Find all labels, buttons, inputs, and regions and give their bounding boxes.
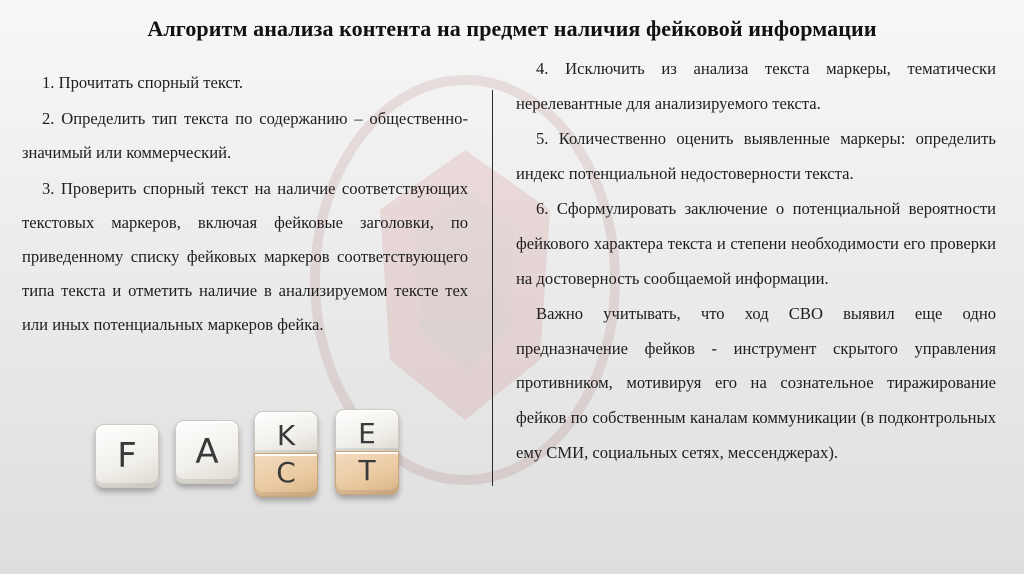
step-2: 2. Определить тип текста по содержанию – общественно-значимый или коммерческий.: [22, 109, 468, 162]
tile-c: C: [254, 453, 318, 497]
tile-t: T: [335, 451, 399, 495]
step-6: 6. Сформулировать заключение о потенциальной вероятности фейкового характера текста и степени необходимости его проверки на достоверность сообщаемой информации.: [516, 199, 996, 288]
page-title: Алгоритм анализа контента на предмет наличия фейковой информации: [147, 16, 877, 41]
left-column: [22, 66, 468, 344]
column-divider: [492, 90, 493, 486]
right-column: [516, 52, 996, 471]
tile-e: E: [335, 409, 399, 453]
step-5: 5. Количественно оценить выявленные маркеры: определить индекс потенциальной недостоверности текста.: [516, 129, 996, 183]
tile-a: A: [175, 420, 239, 484]
tile-f: F: [95, 424, 159, 488]
note-paragraph: Важно учитывать, что ход СВО выявил еще одно предназначение фейков - инструмент скрытого управления противником, мотивируя его на сознательное тиражирование фейков по собственным каналам коммуникации (в подконтрольных ему СМИ, социальных сетях, мессенджерах).: [516, 304, 996, 462]
step-1: 1. Прочитать спорный текст.: [42, 73, 244, 92]
step-3: 3. Проверить спорный текст на наличие соответствующих текстовых маркеров, включая фейковые заголовки, по приведенному списку фейковых маркеров соответствующего типа текста и отметить наличие в анализируемом тексте тех или иных потенциальных маркеров фейка.: [22, 179, 468, 334]
tile-k: K: [254, 411, 318, 455]
step-4: 4. Исключить из анализа текста маркеры, тематически нерелевантные для анализируемого текста.: [516, 59, 996, 113]
